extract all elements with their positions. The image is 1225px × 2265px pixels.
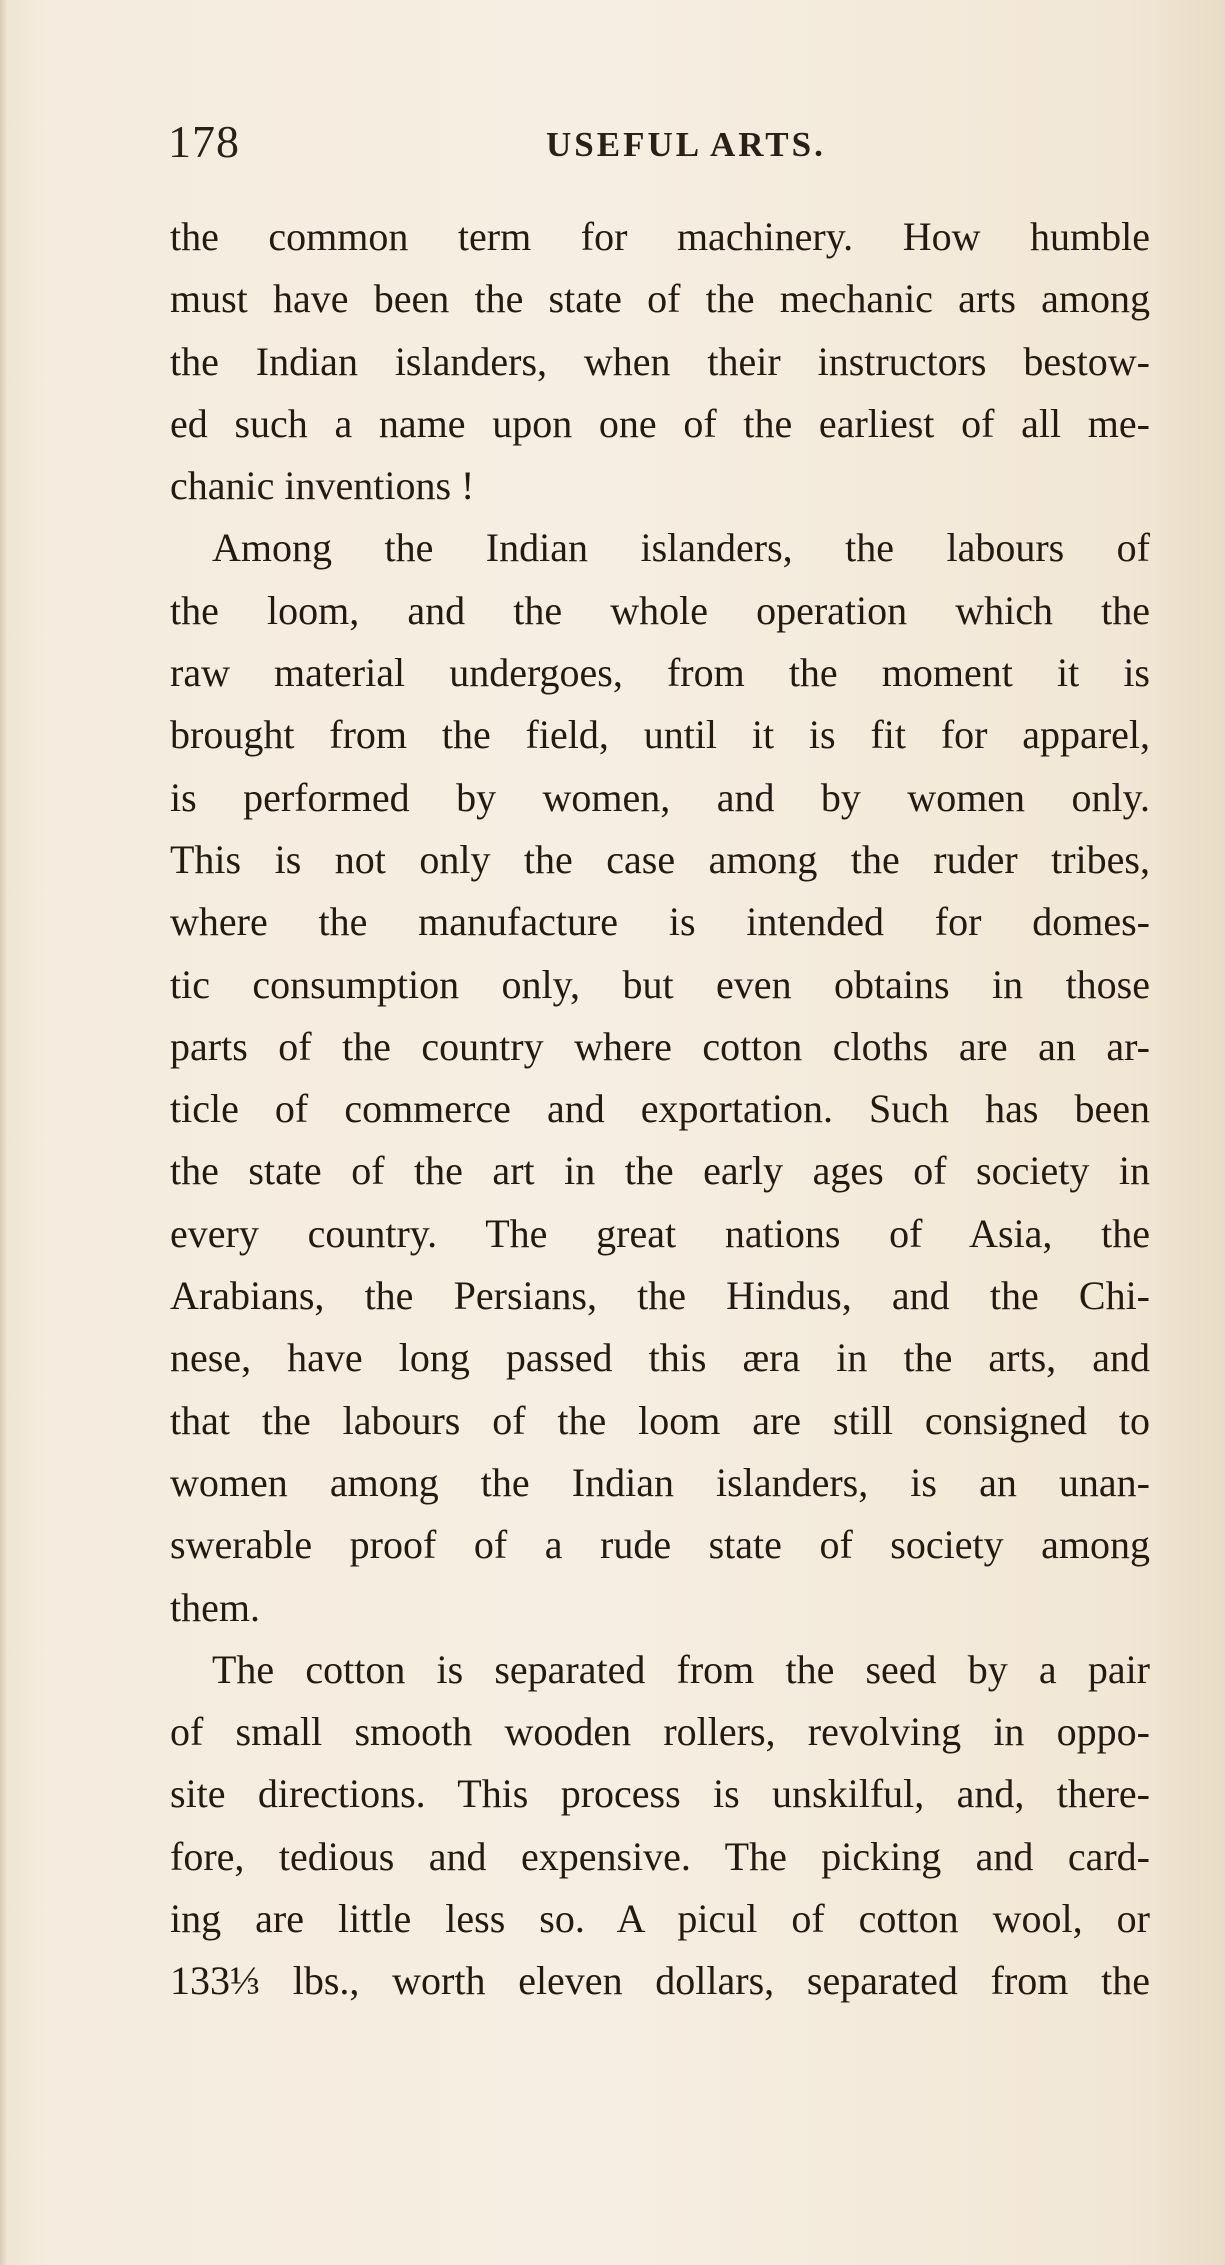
text-line: women among the Indian islanders, is an unan- [170,1459,1150,1505]
page-number: 178 [168,116,240,167]
text-line: Among the Indian islanders, the labours of [212,525,1150,571]
text-line: ed such a name upon one of the earliest of all me- [170,400,1150,446]
text-line: 133⅓ lbs., worth eleven dollars, separated from the [170,1958,1150,2004]
text-line: nese, have long passed this æra in the arts, and [170,1335,1150,1381]
text-line: the common term for machinery. How humble [170,214,1150,259]
text-line: where the manufacture is intended for domes- [170,899,1150,945]
text-line: that the labours of the loom are still consigned to [170,1397,1150,1443]
text-line: the state of the art in the early ages of society in [170,1148,1150,1194]
text-line: chanic inventions ! [170,463,475,509]
text-line: Arabians, the Persians, the Hindus, and the Chi- [170,1273,1150,1319]
text-line: the loom, and the whole operation which the [170,587,1150,633]
text-line: raw material undergoes, from the moment it is [170,650,1150,696]
page-header [168,112,1148,172]
text-line: is performed by women, and by women only. [170,774,1150,820]
text-line: brought from the field, until it is fit for apparel, [170,712,1150,758]
text-line: site directions. This process is unskilful, and, there- [170,1771,1150,1817]
text-line: ticle of commerce and exportation. Such has been [170,1086,1150,1132]
text-line: fore, tedious and expensive. The picking and card- [170,1833,1150,1879]
text-line: the Indian islanders, when their instructors bestow- [170,338,1150,384]
text-line: ing are little less so. A picul of cotton wool, or [170,1896,1150,1942]
text-line: swerable proof of a rude state of society among [170,1522,1150,1568]
text-line: This is not only the case among the ruder tribes, [170,836,1150,882]
running-title: USEFUL ARTS. [546,125,826,164]
text-line: them. [170,1584,260,1630]
page-gutter-shadow [0,0,7,2265]
text-line: of small smooth wooden rollers, revolving in oppo- [170,1709,1150,1755]
text-line: The cotton is separated from the seed by a pair [212,1646,1150,1692]
body-text [170,206,1150,2013]
text-line: parts of the country where cotton cloths are an ar- [170,1023,1150,1069]
text-line: must have been the state of the mechanic arts among [170,276,1150,322]
text-line: tic consumption only, but even obtains in those [170,961,1150,1007]
text-line: every country. The great nations of Asia, the [170,1210,1150,1256]
